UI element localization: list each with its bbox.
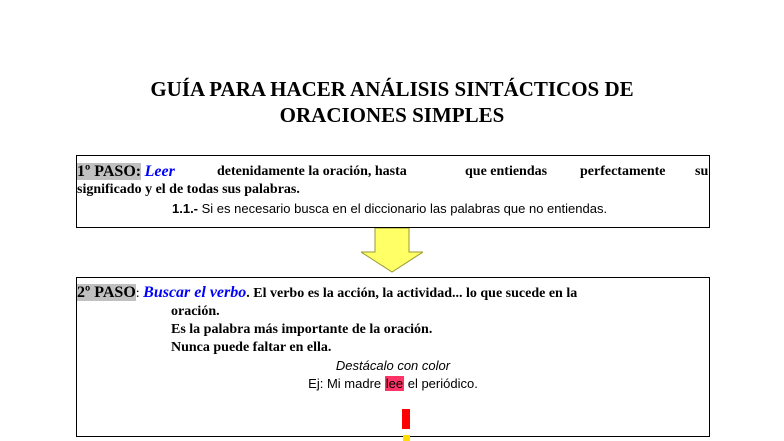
step-1-word-1: que entiendas xyxy=(465,164,548,179)
example-verb-highlight: lee xyxy=(385,376,404,391)
document-title xyxy=(0,76,784,128)
next-arrow-stub xyxy=(403,435,410,441)
example-suffix: el periódico. xyxy=(404,376,478,391)
step-1-action: Leer xyxy=(144,163,175,180)
step-2-line-1 xyxy=(77,284,577,302)
step-1-word-3: su xyxy=(695,164,709,179)
step-2-line-3: Es la palabra más importante de la oración. xyxy=(171,322,433,337)
down-arrow-icon xyxy=(361,228,423,274)
step-2-rest: . El verbo es la acción, la actividad... lo que sucede en la xyxy=(246,286,578,301)
step-2-line-4: Nunca puede faltar en ella. xyxy=(171,340,332,355)
step-1-heading xyxy=(77,163,175,182)
step-2-example xyxy=(77,376,709,391)
connector-marker xyxy=(402,409,410,429)
step-2-box xyxy=(76,277,710,437)
step-1-box xyxy=(76,155,710,228)
step-2-line-2: oración. xyxy=(171,304,220,319)
step-2-label: 2º PASO xyxy=(77,284,136,301)
subpoint-number: 1.1.- xyxy=(172,201,199,216)
subpoint-text: Si es necesario busca en el diccionario las palabras que no entiendas. xyxy=(198,201,608,216)
title-line-2: ORACIONES SIMPLES xyxy=(279,103,505,127)
step-2-colon: : xyxy=(135,286,140,301)
step-1-subpoint xyxy=(172,201,607,216)
title-line-1: GUÍA PARA HACER ANÁLISIS SINTÁCTICOS DE xyxy=(150,77,634,101)
step-1-line-2: significado y el de todas sus palabras. xyxy=(77,182,300,197)
step-1-word-0: detenidamente la oración, hasta xyxy=(217,164,407,179)
step-1-label: 1º PASO: xyxy=(77,163,142,180)
example-prefix: Ej: Mi madre xyxy=(308,376,385,391)
step-2-action: Buscar el verbo xyxy=(143,284,247,301)
step-1-word-2: perfectamente xyxy=(580,164,666,179)
step-2-note: Destácalo con color xyxy=(335,358,451,373)
